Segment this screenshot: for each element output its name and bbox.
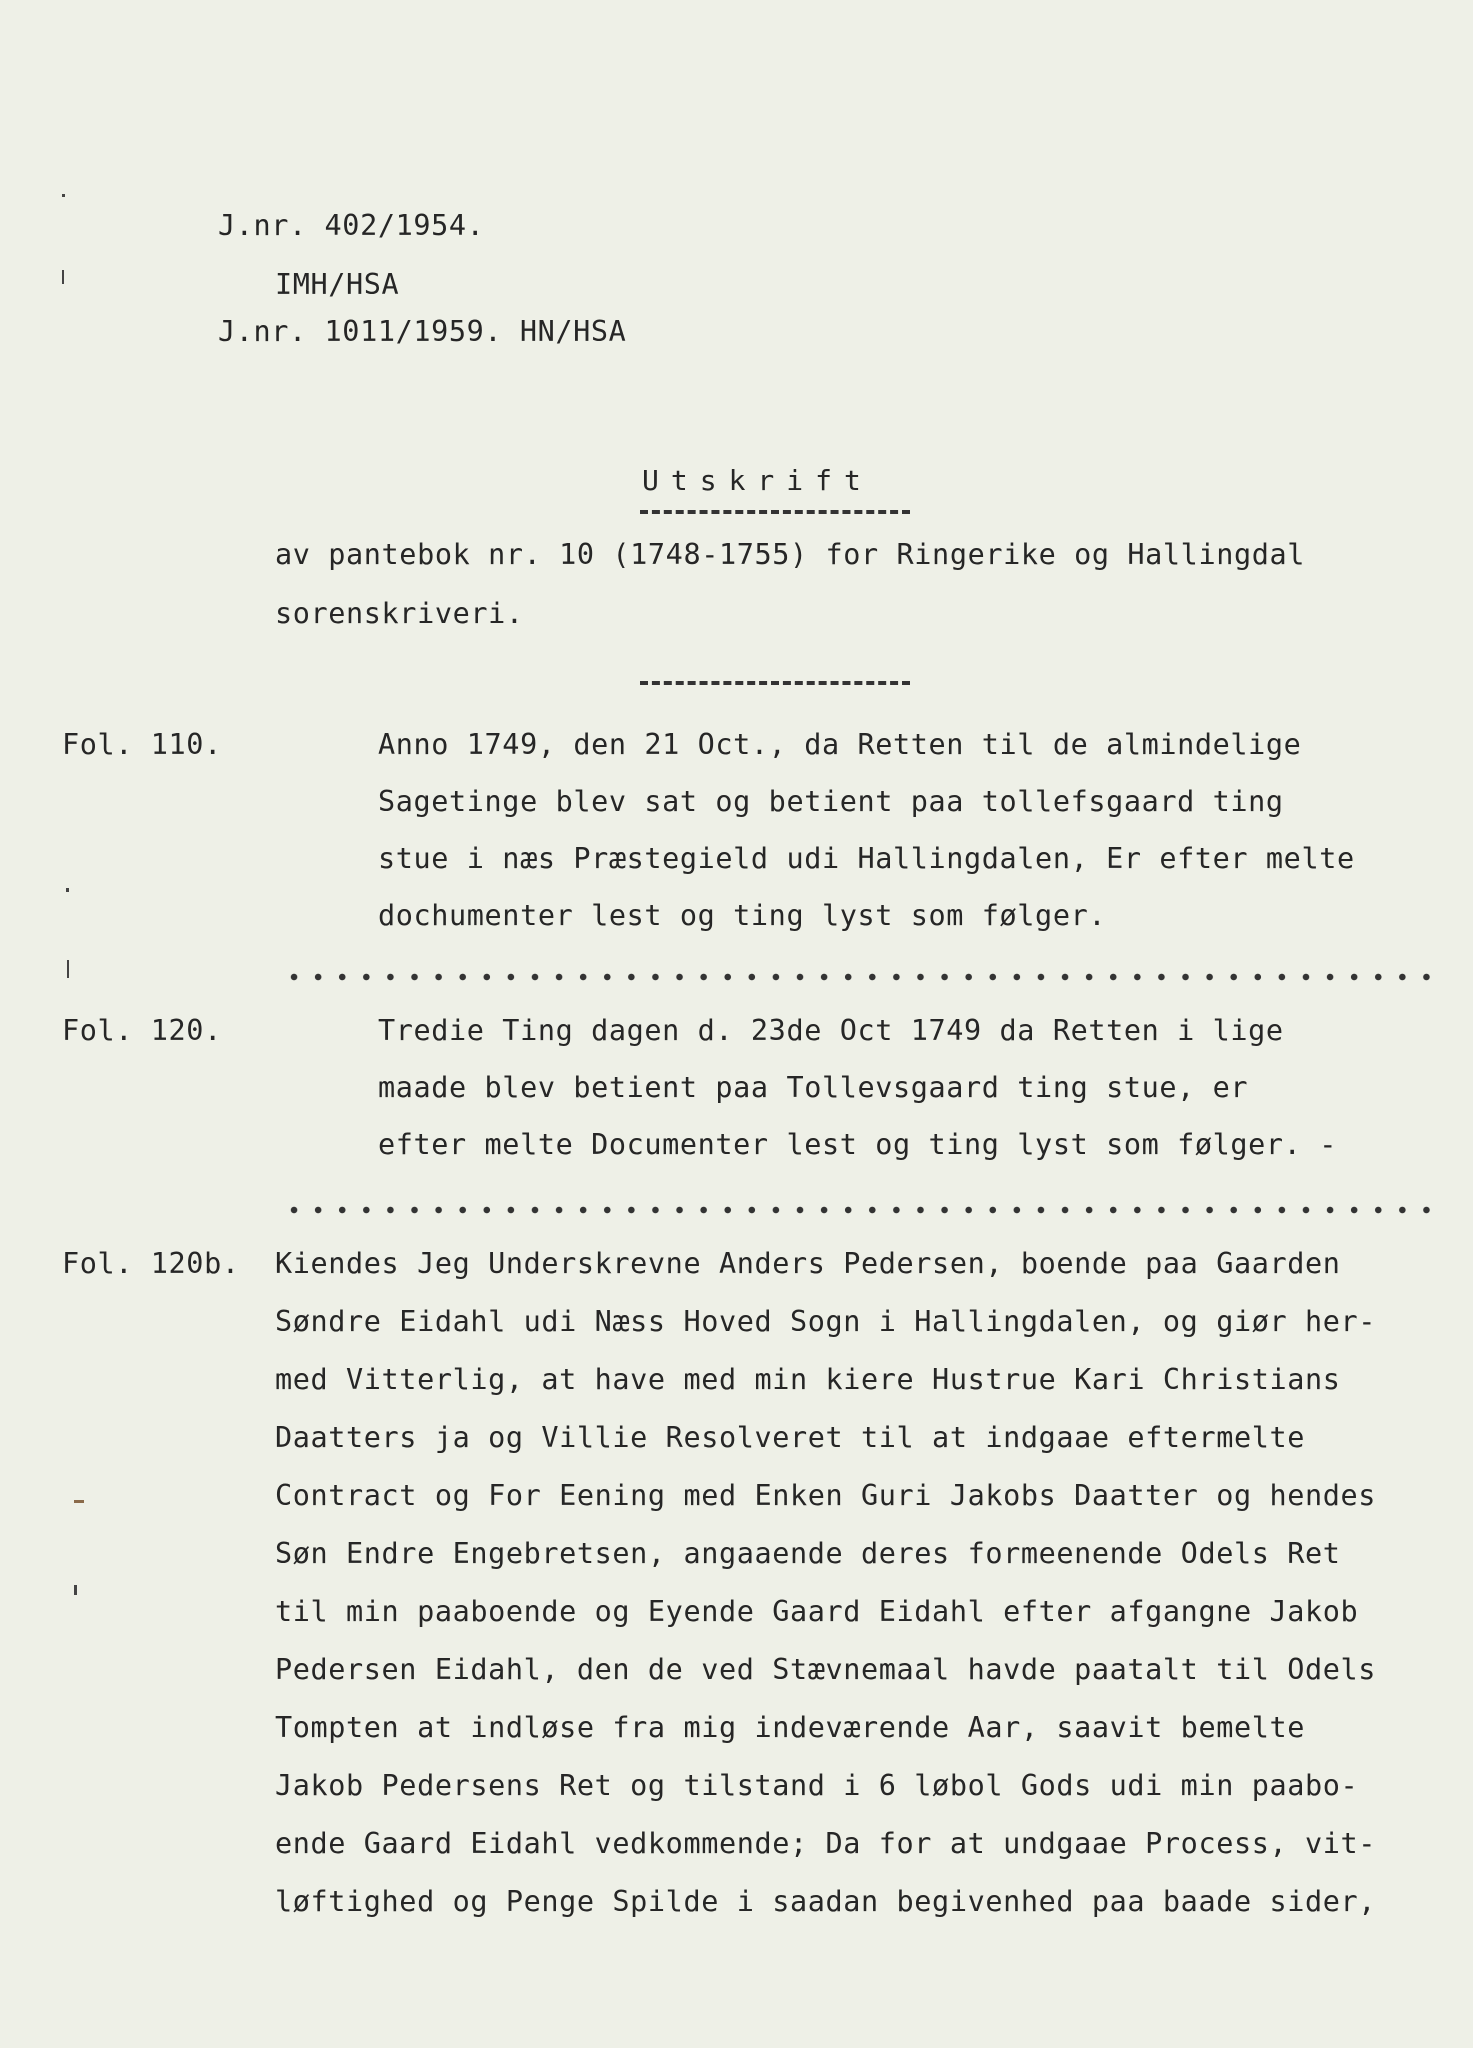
folio-label: Fol. 110. [62, 728, 222, 761]
entry-line: Anno 1749, den 21 Oct., da Retten til de almindelige [378, 728, 1302, 761]
title-underline [640, 510, 910, 514]
intro-line: sorenskriveri. [275, 597, 524, 630]
entry-line: Sagetinge blev sat og betient paa tollefsgaard ting [378, 785, 1284, 818]
entry-line: Søn Endre Engebretsen, angaaende deres formeenende Odels Ret [275, 1537, 1341, 1570]
journal-ref-2: IMH/HSA [275, 268, 400, 301]
margin-mark [66, 888, 69, 892]
entry-line: Pedersen Eidahl, den de ved Stævnemaal havde paatalt til Odels [275, 1653, 1377, 1686]
margin-mark [74, 1500, 84, 1503]
entry-line: Contract og For Eening med Enken Guri Jakobs Daatter og hendes [275, 1479, 1377, 1512]
entry-line: Tompten at indløse fra mig indeværende Aar, saavit bemelte [275, 1711, 1305, 1744]
folio-label: Fol. 120b. [62, 1247, 240, 1280]
intro-line: av pantebok nr. 10 (1748-1755) for Ringerike og Hallingdal [275, 538, 1305, 571]
journal-ref-3: J.nr. 1011/1959. HN/HSA [218, 315, 627, 348]
entry-line: løftighed og Penge Spilde i saadan begivenhed paa baade sider, [275, 1885, 1377, 1918]
entry-line: til min paaboende og Eyende Gaard Eidahl efter afgangne Jakob [275, 1595, 1359, 1628]
entry-line: maade blev betient paa Tollevsgaard ting stue, er [378, 1071, 1249, 1104]
dotted-separator [282, 1206, 1432, 1214]
entry-line: efter melte Documenter lest og ting lyst som følger. - [378, 1128, 1337, 1161]
entry-line: stue i næs Præstegield udi Hallingdalen, Er efter melte [378, 842, 1355, 875]
entry-line: Søndre Eidahl udi Næss Hoved Sogn i Hallingdalen, og giør her- [275, 1305, 1377, 1338]
margin-mark [62, 270, 64, 284]
entry-line: Daatters ja og Villie Resolveret til at indgaae eftermelte [275, 1421, 1305, 1454]
entry-line: Tredie Ting dagen d. 23de Oct 1749 da Retten i lige [378, 1014, 1284, 1047]
entry-line: Jakob Pedersens Ret og tilstand i 6 løbol Gods udi min paabo- [275, 1769, 1359, 1802]
entry-line: Kiendes Jeg Underskrevne Anders Pedersen, boende paa Gaarden [275, 1247, 1341, 1280]
entry-line: med Vitterlig, at have med min kiere Hustrue Kari Christians [275, 1363, 1341, 1396]
margin-mark [62, 194, 65, 197]
entry-line: dochumenter lest og ting lyst som følger. [378, 899, 1107, 932]
document-title: Utskrift [642, 464, 873, 497]
margin-mark [74, 1585, 77, 1595]
journal-ref-1: J.nr. 402/1954. [218, 209, 485, 242]
entry-line: ende Gaard Eidahl vedkommende; Da for at undgaae Process, vit- [275, 1827, 1377, 1860]
dotted-separator [282, 973, 1432, 981]
margin-mark [67, 960, 69, 978]
folio-label: Fol. 120. [62, 1014, 222, 1047]
section-rule [640, 681, 910, 685]
